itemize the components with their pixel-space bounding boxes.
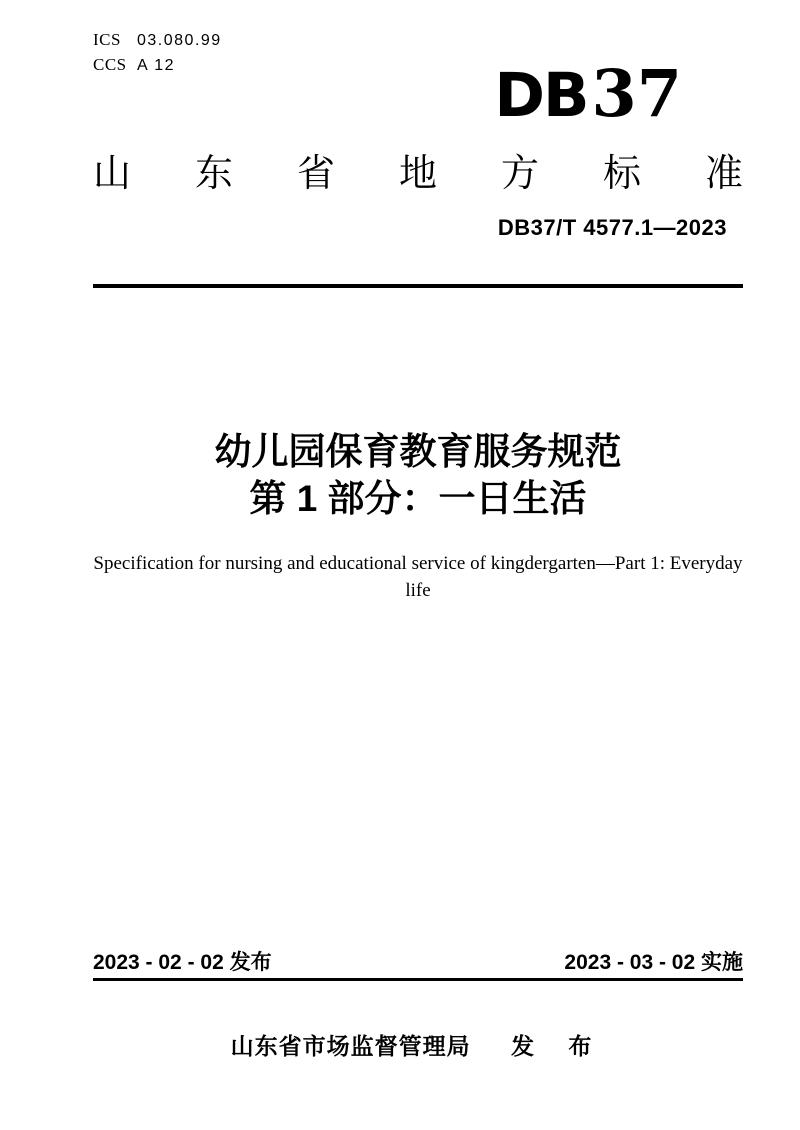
document-title-line1: 幼儿园保育教育服务规范 [214,431,622,472]
document-title-line2: 第 1 部分：一日生活 [249,478,587,519]
ccs-code-row [93,55,222,80]
standard-type-heading: 山东省地方标准 [93,153,743,195]
standard-code: DB37/T 4577.1—2023 [497,215,727,240]
ics-code-row [93,30,222,55]
ics-value: 03.080.99 [137,32,222,49]
db37-logo [494,56,682,132]
db37-logo-number: 37 [591,56,682,132]
document-title-english [70,550,766,604]
top-divider-rule [93,284,743,288]
ccs-label: CCS [93,55,127,74]
issue-date: 2023 - 02 - 02 发布 [93,951,272,974]
document-title [93,428,743,522]
ics-label: ICS [93,30,121,49]
ccs-value: A 12 [137,57,176,74]
dates-row [93,946,743,976]
publisher-line [93,1028,743,1061]
document-title-english-line2: life [405,580,431,601]
document-title-english-line1: Specification for nursing and educational service of kingdergarten—Part 1: Everyday [93,553,743,574]
publisher-name: 山东省市场监督管理局 [230,1033,471,1059]
classification-codes [93,30,222,80]
bottom-divider-rule [93,978,743,981]
implementation-date: 2023 - 03 - 02 实施 [564,951,743,974]
publish-action-label: 发 布 [511,1033,606,1059]
db37-logo-prefix: DB [494,60,588,131]
